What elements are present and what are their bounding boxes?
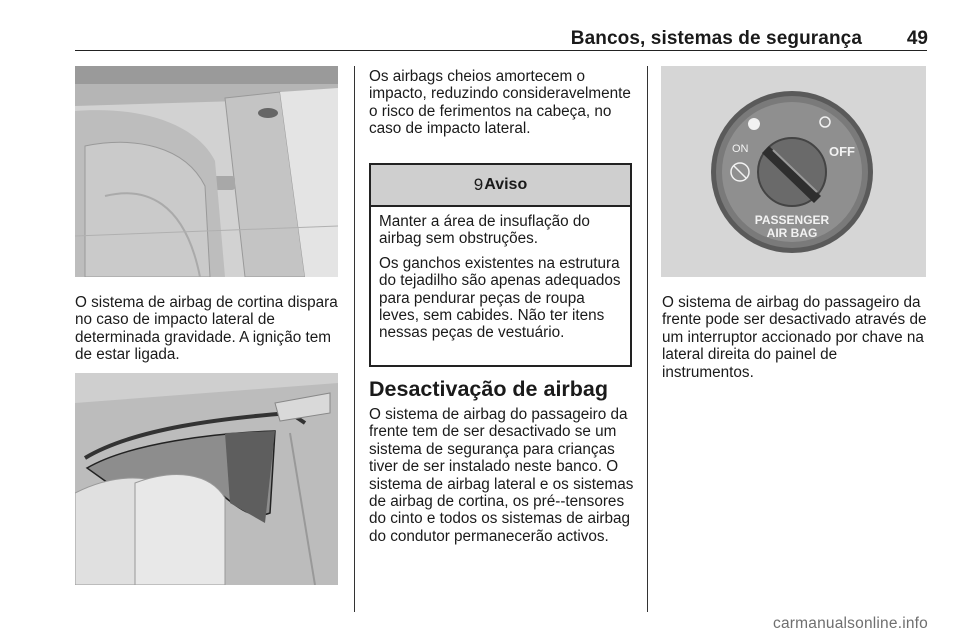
warning-title: Aviso	[484, 176, 528, 193]
warning-header	[371, 165, 630, 207]
column-separator-right	[647, 66, 648, 612]
curtain-airbag-deployed-illustration	[75, 373, 338, 585]
section-heading: Desactivação de airbag	[369, 377, 609, 401]
curtain-airbag-pillar-illustration	[75, 66, 338, 277]
key-switch-caption: O sistema de airbag do passageiro da frente pode ser desactivado através de um interruptor accionado por chave na lateral direita do painel de instrumentos.	[662, 294, 927, 381]
curtain-airbag-caption: O sistema de airbag de cortina dispara no caso de impacto lateral de determinada gravidade. A ignição tem de estar ligada.	[75, 294, 338, 364]
watermark: carmanualsonline.info	[773, 615, 928, 632]
section-body: O sistema de airbag do passageiro da frente tem de ser desactivado se um sistema de segurança para crianças tiver de ser instalado neste banco. O sistema de airbag lateral e os sistemas de airbag de cortina, os pré--tensores do cinto e todos os sistemas de airbag do condutor permanecerão activos.	[369, 406, 634, 545]
page-number: 49	[906, 28, 928, 49]
intro-paragraph: Os airbags cheios amortecem o impacto, reduzindo consideravelmente o risco de ferimentos na cabeça, no caso de impacto lateral.	[369, 68, 631, 138]
warning-icon: 9	[473, 175, 484, 194]
warning-box	[369, 163, 632, 367]
warning-paragraph: Os ganchos existentes na estrutura do tejadilho são apenas adequados para pendurar peças de roupa leves, sem cabides. Não ter itens nessas peças de vestuário.	[379, 254, 621, 342]
column-separator-left	[354, 66, 355, 612]
switch-label-airbag: AIR BAG	[766, 226, 818, 240]
header-rule	[75, 50, 927, 51]
switch-off-label: OFF	[829, 144, 855, 159]
switch-label-passenger: PASSENGER	[754, 213, 830, 227]
switch-on-label: ON	[732, 143, 749, 155]
running-header-title: Bancos, sistemas de segurança	[570, 28, 862, 49]
passenger-airbag-key-switch-illustration	[661, 66, 926, 277]
warning-paragraph: Manter a área de insuflação do airbag sem obstruções.	[379, 213, 590, 248]
